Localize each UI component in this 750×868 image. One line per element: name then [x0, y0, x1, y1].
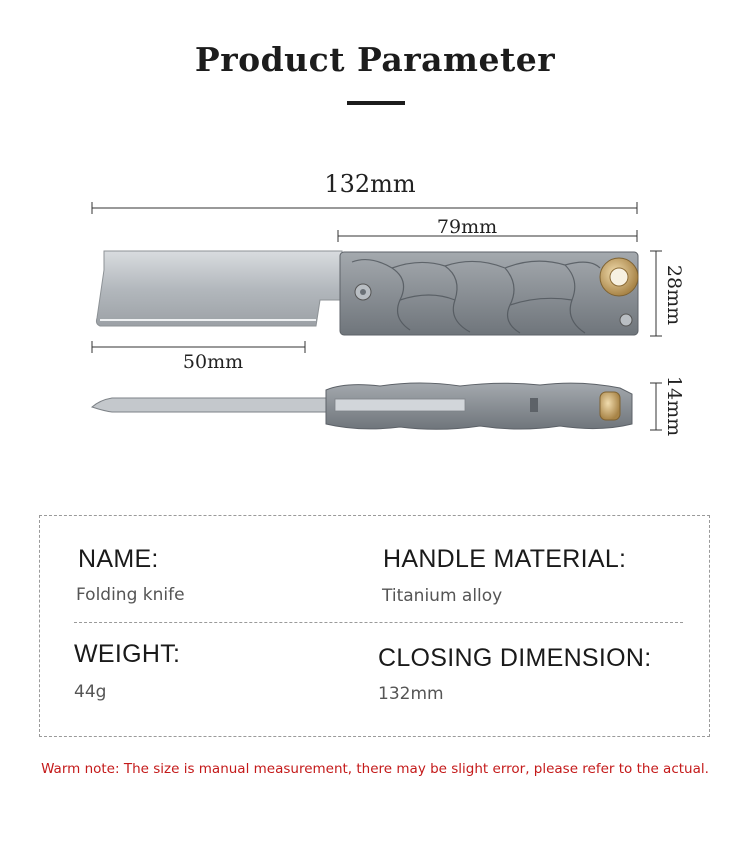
- handle-width-label: 28mm: [663, 264, 685, 326]
- handle-material-label: HANDLE MATERIAL:: [383, 545, 627, 573]
- warm-note: Warm note: The size is manual measurement, there may be slight error, please refer to the actual.: [41, 761, 709, 777]
- title-underline: [347, 101, 405, 105]
- knife-dimension-diagram: [0, 150, 750, 450]
- thickness-label: 14mm: [663, 375, 685, 437]
- thickness-dimension: [650, 376, 685, 436]
- knife-open-view: [96, 251, 638, 335]
- handle-length-label: 79mm: [436, 216, 498, 238]
- name-value: Folding knife: [76, 585, 185, 605]
- name-label: NAME:: [78, 545, 159, 573]
- closing-dimension-label: CLOSING DIMENSION:: [378, 644, 652, 672]
- handle-length-dimension: [338, 216, 637, 242]
- spec-divider: [74, 622, 683, 623]
- weight-value: 44g: [74, 682, 107, 702]
- weight-label: WEIGHT:: [74, 640, 181, 668]
- handle-width-dimension: [650, 251, 685, 336]
- blade-length-label: 50mm: [182, 351, 244, 373]
- knife-side-view: [92, 383, 632, 429]
- handle-material-value: Titanium alloy: [382, 586, 503, 606]
- total-length-label: 132mm: [324, 170, 416, 198]
- blade-length-dimension: [92, 341, 305, 373]
- spec-table: [39, 515, 710, 737]
- page-title: Product Parameter: [194, 40, 556, 79]
- total-length-dimension: [92, 170, 637, 214]
- closing-dimension-value: 132mm: [378, 684, 444, 704]
